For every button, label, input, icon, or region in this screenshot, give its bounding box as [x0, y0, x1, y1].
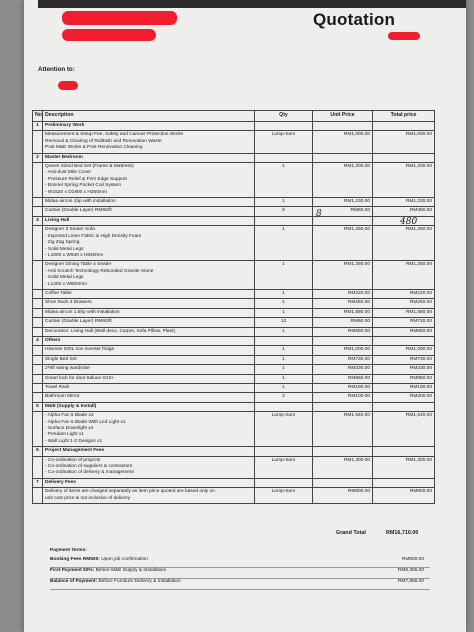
- col-total-price: Total price: [373, 111, 435, 122]
- section-number: 4: [33, 336, 43, 345]
- table-row: [33, 198, 435, 207]
- description-line: Bathroom Mirror: [45, 394, 80, 400]
- table-row: [33, 327, 435, 336]
- table-row: [33, 308, 435, 317]
- description-line: Post M&E Works & Post Renovation Cleaning: [45, 145, 143, 151]
- table-row: [33, 488, 435, 504]
- item-total-price: RM190.00: [373, 384, 435, 393]
- item-total-price: RM200.00: [373, 393, 435, 402]
- description-line: - Alpha Fan 5 Blade With Led Light x1: [45, 419, 126, 425]
- empty-cell: [373, 122, 435, 131]
- item-description: [43, 163, 255, 198]
- item-unit-price: RM1,580.00: [313, 308, 373, 317]
- empty-cell: [255, 153, 313, 162]
- item-total-price: RM1,640.00: [373, 412, 435, 447]
- item-unit-price: RM650.00: [313, 327, 373, 336]
- section-title: Others: [43, 336, 255, 345]
- item-total-price: RM800.00: [373, 488, 435, 504]
- description-line: - L1800 x W940 x H840mm: [45, 252, 104, 258]
- table-row: [33, 289, 435, 298]
- table-row: [33, 261, 435, 290]
- section-title: Master Bedroom: [43, 153, 255, 162]
- item-unit-price: RM800.00: [313, 488, 373, 504]
- empty-cell: [255, 402, 313, 411]
- payment-terms-rows: [50, 557, 430, 590]
- payment-term-desc: Before Furniture Delivery & Installation: [98, 579, 181, 584]
- table-row: [33, 365, 435, 374]
- item-description: [43, 456, 255, 478]
- item-description: [43, 131, 255, 153]
- empty-cell: [313, 478, 373, 487]
- description-line: - Bonnel Spring Pocket Coil System: [45, 183, 121, 189]
- item-description: [43, 226, 255, 261]
- item-unit-price: RM100.00: [313, 393, 373, 402]
- item-total-price: RM1,580.00: [373, 308, 435, 317]
- item-unit-price: RM60.00: [313, 318, 373, 327]
- item-description: [43, 198, 255, 207]
- item-description: [43, 488, 255, 504]
- empty-cell: [33, 198, 43, 207]
- item-description: [43, 412, 255, 447]
- redacted-recipient: [58, 81, 78, 90]
- item-description: [43, 261, 255, 290]
- table-row: [33, 226, 435, 261]
- description-line: Curtain (Double Layer) RM60/ft: [45, 208, 112, 214]
- item-qty: Lump-Sum: [255, 488, 313, 504]
- item-qty: 1: [255, 261, 313, 290]
- empty-cell: [33, 346, 43, 355]
- col-no: No: [33, 111, 43, 122]
- payment-term-row: [50, 557, 430, 568]
- section-row: [33, 402, 435, 411]
- empty-cell: [33, 393, 43, 402]
- top-dark-band: [38, 0, 466, 8]
- grand-total-label: Grand Total: [336, 530, 366, 536]
- table-row: [33, 207, 435, 216]
- description-line: - Co-ordination of projects: [45, 457, 101, 463]
- item-unit-price: RM1,000.00: [313, 346, 373, 355]
- table-row: [33, 318, 435, 327]
- item-total-price: RM860.00: [373, 374, 435, 383]
- handwritten-total-note: 480: [400, 217, 418, 227]
- empty-cell: [33, 412, 43, 447]
- item-unit-price: RM1,250.00: [313, 261, 373, 290]
- item-qty: 1: [255, 327, 313, 336]
- item-qty: 2: [255, 393, 313, 402]
- empty-cell: [33, 355, 43, 364]
- item-unit-price: RM730.00: [313, 355, 373, 364]
- table-row: [33, 393, 435, 402]
- description-line: Hisense 200L non inverter fridge: [45, 347, 115, 353]
- empty-cell: [313, 153, 373, 162]
- section-title: Delivery Fees: [43, 478, 255, 487]
- item-description: [43, 355, 255, 364]
- empty-cell: [33, 327, 43, 336]
- item-total-price: RM720.00: [373, 318, 435, 327]
- item-qty: 1: [255, 346, 313, 355]
- description-line: - Pressure Relief & Firm Edge Support: [45, 176, 127, 182]
- payment-term-label: Booking Fees RM500:: [50, 557, 100, 562]
- description-line: - Co-ordination of suppliers & contractors: [45, 464, 133, 470]
- item-description: [43, 318, 255, 327]
- empty-cell: [33, 365, 43, 374]
- empty-cell: [33, 308, 43, 317]
- item-total-price: RM1,250.00: [373, 261, 435, 290]
- col-qty: Qty: [255, 111, 313, 122]
- description-line: - Pendant Light x1: [45, 432, 84, 438]
- item-qty: 1: [255, 384, 313, 393]
- item-unit-price: RM220.00: [313, 289, 373, 298]
- payment-term-desc: Upon job confirmation: [101, 557, 148, 562]
- payment-terms: [50, 548, 430, 590]
- empty-cell: [373, 447, 435, 456]
- empty-cell: [313, 402, 373, 411]
- item-unit-price: RM250.00: [313, 299, 373, 308]
- section-row: [33, 447, 435, 456]
- description-line: Queen Sized Bed Set (Frame & Mattress): [45, 164, 134, 170]
- table-row: [33, 131, 435, 153]
- payment-term-row: [50, 568, 430, 579]
- item-qty: 1: [255, 299, 313, 308]
- description-line: - Solid Metal Legs: [45, 275, 84, 281]
- empty-cell: [373, 402, 435, 411]
- description-line: Designer 3 Seater Sofa: [45, 227, 95, 233]
- item-qty: Lump-Sum: [255, 456, 313, 478]
- item-qty: 1: [255, 355, 313, 364]
- item-description: [43, 365, 255, 374]
- section-number: 5: [33, 402, 43, 411]
- table-row: [33, 456, 435, 478]
- section-number: 3: [33, 216, 43, 225]
- description-line: Towel Rack: [45, 385, 70, 390]
- table-row: [33, 384, 435, 393]
- empty-cell: [255, 478, 313, 487]
- table-row: [33, 163, 435, 198]
- section-title: M&E (Supply & Install): [43, 402, 255, 411]
- empty-cell: [255, 447, 313, 456]
- item-unit-price: RM1,000.00: [313, 131, 373, 153]
- item-description: [43, 207, 255, 216]
- item-description: [43, 374, 255, 383]
- item-unit-price: RM1,200.00: [313, 163, 373, 198]
- empty-cell: [255, 216, 313, 225]
- item-unit-price: RM330.00: [313, 365, 373, 374]
- section-number: 1: [33, 122, 43, 131]
- description-line: - Surface Downlight x4: [45, 426, 94, 432]
- item-description: [43, 393, 255, 402]
- description-line: - Alpha Fan 5 Blade x2: [45, 413, 94, 419]
- empty-cell: [33, 226, 43, 261]
- description-line: - Anti-dust Mite Cover: [45, 170, 92, 176]
- section-row: [33, 153, 435, 162]
- redacted-address: [62, 29, 156, 41]
- section-row: [33, 336, 435, 345]
- empty-cell: [33, 131, 43, 153]
- empty-cell: [33, 318, 43, 327]
- description-line: Single Bed Set: [45, 356, 77, 362]
- empty-cell: [33, 456, 43, 478]
- item-total-price: RM1,000.00: [373, 131, 435, 153]
- empty-cell: [373, 336, 435, 345]
- description-line: - Wall Light 1-2 Designs x1: [45, 438, 103, 444]
- section-row: [33, 216, 435, 225]
- item-description: [43, 327, 255, 336]
- table-header-row: [33, 111, 435, 122]
- item-description: [43, 299, 255, 308]
- item-unit-price: RM1,250.00: [313, 226, 373, 261]
- item-unit-price: RM1,640.00: [313, 412, 373, 447]
- table-row: [33, 299, 435, 308]
- item-unit-price: RM1,300.00: [313, 456, 373, 478]
- description-line: - L1400 x W800mm: [45, 281, 87, 287]
- item-total-price: RM250.00: [373, 299, 435, 308]
- empty-cell: [255, 336, 313, 345]
- item-total-price: RM730.00: [373, 355, 435, 364]
- empty-cell: [33, 289, 43, 298]
- table-row: [33, 412, 435, 447]
- description-line: - Imported Linen Fabric & High Density Foam: [45, 233, 142, 239]
- description-line: Midea aircon 1hp with installation: [45, 199, 116, 205]
- payment-term-amount: RM500.00: [401, 557, 424, 562]
- empty-cell: [33, 207, 43, 216]
- description-line: - Zig Zag Spring: [45, 240, 80, 246]
- item-description: [43, 289, 255, 298]
- redacted-ref-number: [388, 32, 420, 40]
- description-line: - W1520 x D1900 x H250mm: [45, 189, 107, 195]
- col-unit-price: Unit Price: [313, 111, 373, 122]
- table-row: [33, 346, 435, 355]
- item-total-price: RM220.00: [373, 289, 435, 298]
- handwritten-qty-note: 8: [316, 209, 322, 219]
- item-qty: 1: [255, 374, 313, 383]
- description-line: Designer Dining Table 4 Seater: [45, 262, 112, 268]
- item-qty: 1: [255, 226, 313, 261]
- item-description: [43, 346, 255, 355]
- description-line: Removal & Clearing of Rubbish and Renovation Waste: [45, 138, 162, 144]
- empty-cell: [373, 478, 435, 487]
- section-title: Preliminary Work: [43, 122, 255, 131]
- payment-term-amount: RM7,855.00: [397, 579, 424, 584]
- section-number: 6: [33, 447, 43, 456]
- quotation-table-body: [33, 122, 435, 504]
- payment-terms-title: Payment Terms:: [50, 548, 87, 553]
- item-total-price: RM1,300.00: [373, 456, 435, 478]
- section-number: 2: [33, 153, 43, 162]
- description-line: 2*6ft swing wardrobe: [45, 366, 90, 372]
- description-line: Curtain (Double Layer) RM60/ft: [45, 319, 112, 325]
- empty-cell: [33, 299, 43, 308]
- description-line: unit cost price & not inclusive of delivery: [45, 495, 131, 501]
- empty-cell: [373, 153, 435, 162]
- section-title: Living Hall: [43, 216, 255, 225]
- description-line: - Solid Metal Legs: [45, 246, 84, 252]
- redacted-company-name: [62, 11, 177, 25]
- item-qty: 1: [255, 163, 313, 198]
- item-total-price: RM330.00: [373, 365, 435, 374]
- section-number: 7: [33, 478, 43, 487]
- section-title: Project Management Fees: [43, 447, 255, 456]
- empty-cell: [33, 163, 43, 198]
- item-qty: 12: [255, 318, 313, 327]
- item-total-price: RM650.00: [373, 327, 435, 336]
- empty-cell: [33, 488, 43, 504]
- payment-term-label: First Payment 50%:: [50, 568, 95, 573]
- section-row: [33, 122, 435, 131]
- item-total-price: RM480.00: [373, 207, 435, 216]
- description-line: - Anti Scratch Technology Rebonded Granite Stone: [45, 268, 154, 274]
- table-row: [33, 355, 435, 364]
- document-title: Quotation: [313, 10, 396, 29]
- item-total-price: RM1,230.00: [373, 198, 435, 207]
- item-total-price: RM1,000.00: [373, 346, 435, 355]
- empty-cell: [33, 374, 43, 383]
- item-description: [43, 308, 255, 317]
- item-qty: 1: [255, 365, 313, 374]
- item-unit-price: RM60.00: [313, 207, 373, 216]
- empty-cell: [33, 261, 43, 290]
- description-line: Shoe Rack 3 Drawers: [45, 300, 92, 306]
- empty-cell: [313, 336, 373, 345]
- description-line: Coffee Table: [45, 290, 72, 296]
- quotation-table: [32, 110, 435, 504]
- description-line: Decoration: Living Hall (Wall deco, Carpet, Sofa Pillow, Plant): [45, 328, 176, 334]
- description-line: Delivery of items are charged separately as item price quoted are based only on: [45, 489, 215, 495]
- item-qty: 1: [255, 308, 313, 317]
- attention-label: Attention to:: [38, 66, 75, 73]
- payment-term-label: Balance of Payment:: [50, 579, 98, 584]
- item-total-price: RM1,200.00: [373, 163, 435, 198]
- table-row: [33, 374, 435, 383]
- item-qty: Lump-Sum: [255, 412, 313, 447]
- grand-total-value: RM16,710.00: [386, 530, 419, 536]
- payment-term-desc: Before M&E Supply & Installation: [95, 568, 167, 573]
- item-qty: 1: [255, 198, 313, 207]
- item-unit-price: RM190.00: [313, 384, 373, 393]
- description-line: Smart lock for door Italuxe G10+: [45, 375, 115, 381]
- item-unit-price: RM1,230.00: [313, 198, 373, 207]
- item-qty: 8: [255, 207, 313, 216]
- item-total-price: RM1,250.00: [373, 226, 435, 261]
- item-description: [43, 384, 255, 393]
- empty-cell: [33, 384, 43, 393]
- item-qty: 1: [255, 289, 313, 298]
- description-line: Midea aircon 1.5hp with installation: [45, 309, 120, 315]
- description-line: - Co-ordination of delivery & management: [45, 470, 134, 476]
- payment-term-amount: RM8,355.00: [397, 568, 424, 573]
- empty-cell: [255, 122, 313, 131]
- item-qty: Lump-Sum: [255, 131, 313, 153]
- section-row: [33, 478, 435, 487]
- empty-cell: [313, 447, 373, 456]
- empty-cell: [313, 122, 373, 131]
- description-line: Measurement & Setup Fee, Safety and Canvas Protection Works: [45, 132, 184, 138]
- col-description: Description: [43, 111, 255, 122]
- payment-term-row: [50, 579, 430, 590]
- item-unit-price: RM860.00: [313, 374, 373, 383]
